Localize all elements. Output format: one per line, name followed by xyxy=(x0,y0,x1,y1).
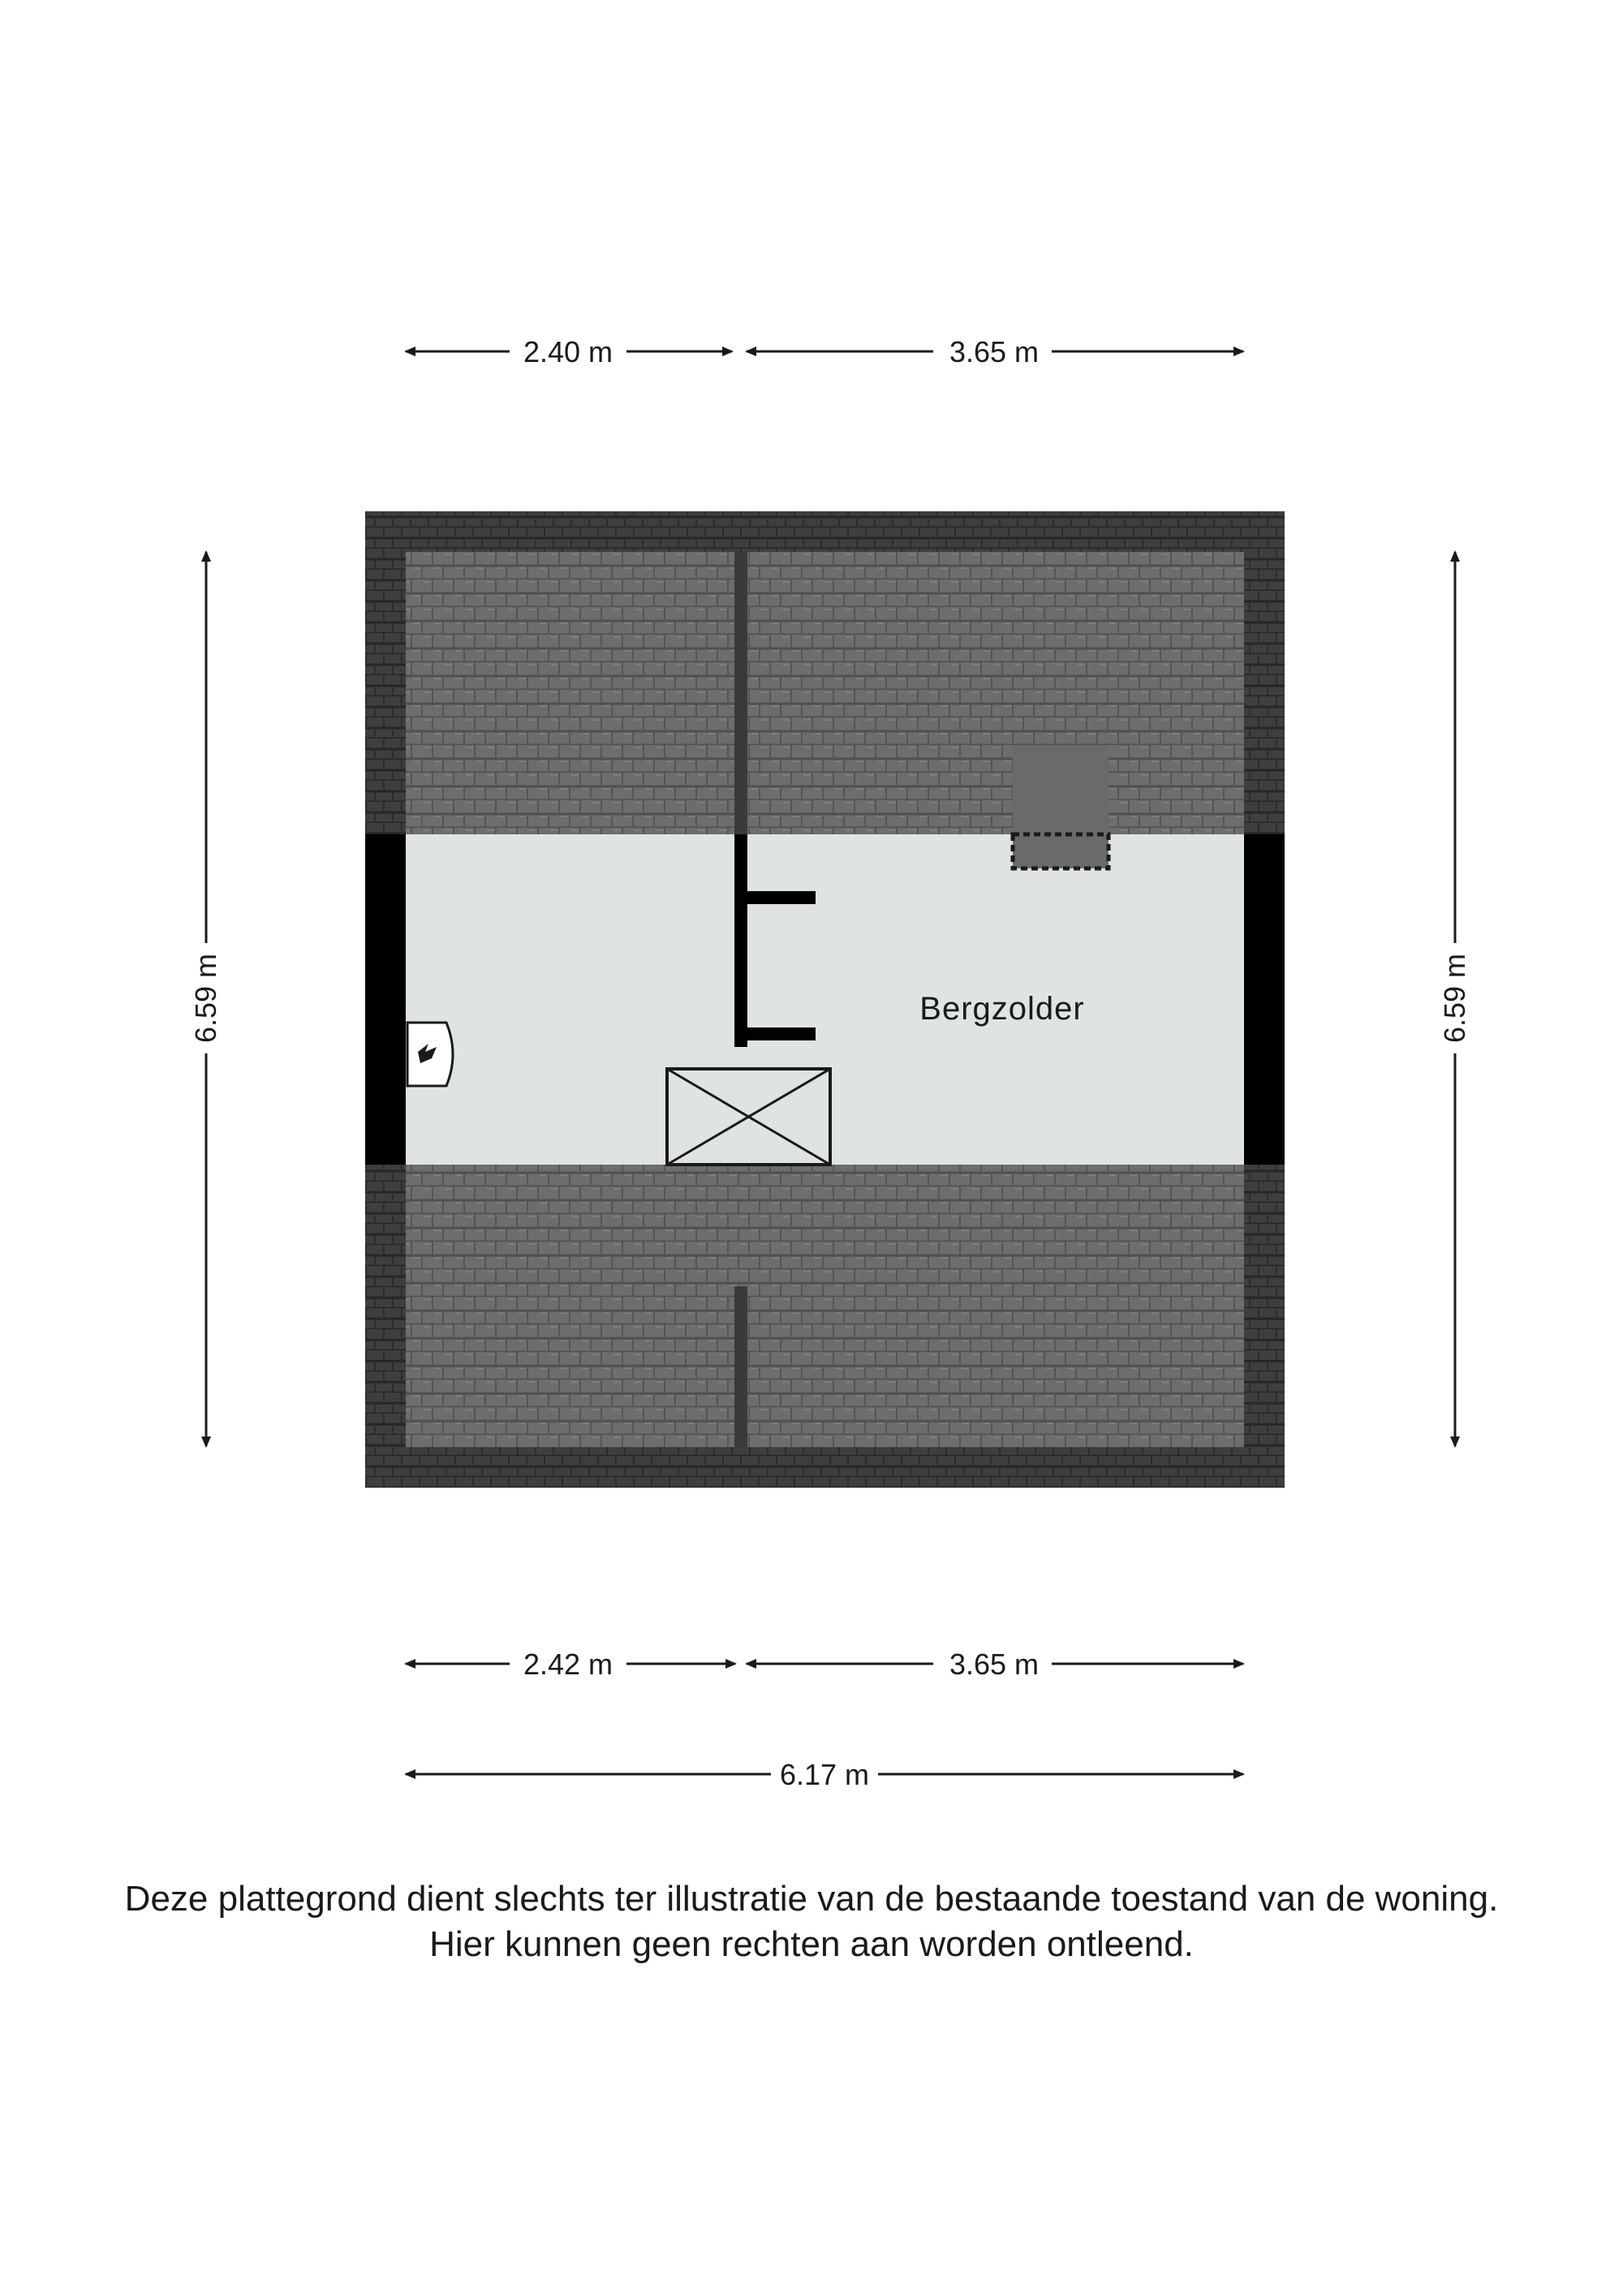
dimension-right xyxy=(1438,552,1471,1446)
dim-right-label: 6.59 m xyxy=(1438,953,1471,1044)
roof-bottom-section xyxy=(406,1165,1244,1447)
skylight-icon xyxy=(1013,745,1109,868)
dimension-total xyxy=(406,1758,1243,1791)
disclaimer-line-1: Deze plattegrond dient slechts ter illustratie van de bestaande toestand van de woning. xyxy=(124,1879,1499,1919)
wall-left xyxy=(365,834,406,1165)
roof-ridge-bottom xyxy=(734,1286,747,1447)
dim-left-label: 6.59 m xyxy=(189,953,222,1044)
dim-total-label: 6.17 m xyxy=(779,1758,870,1791)
roof-top-section xyxy=(406,552,1244,834)
wall-right xyxy=(1244,834,1285,1165)
disclaimer-line-2: Hier kunnen geen rechten aan worden ontleend. xyxy=(429,1924,1194,1964)
floorplan xyxy=(365,511,1285,1488)
dimension-left xyxy=(189,552,222,1446)
boiler-icon xyxy=(407,1023,453,1086)
disclaimer xyxy=(0,1876,1623,1967)
dim-top-left-label: 2.40 m xyxy=(523,335,613,368)
roof-ridge-top xyxy=(734,552,747,834)
dimension-top xyxy=(406,335,1243,368)
dim-top-right-label: 3.65 m xyxy=(949,335,1040,368)
stair-hatch-icon xyxy=(667,1069,830,1165)
dim-bottom-right-label: 3.65 m xyxy=(949,1648,1040,1681)
dimension-bottom xyxy=(406,1648,1243,1681)
dim-bottom-left-label: 2.42 m xyxy=(523,1648,613,1681)
room-label: Bergzolder xyxy=(919,991,1085,1027)
